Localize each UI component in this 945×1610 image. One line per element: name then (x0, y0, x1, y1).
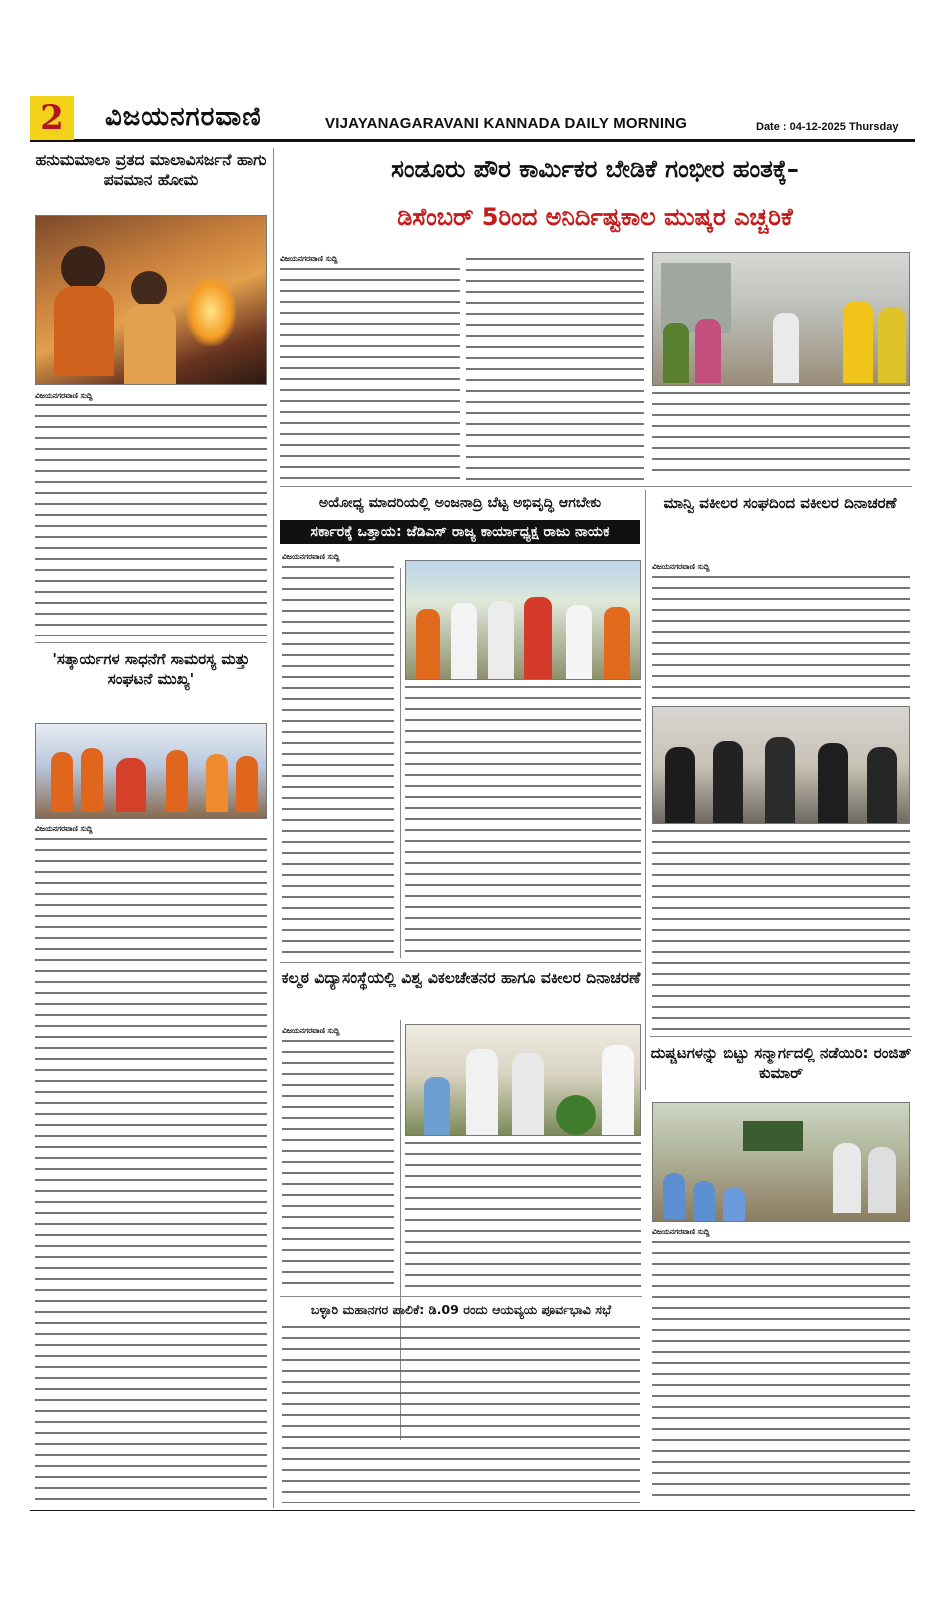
seer-figure (116, 758, 146, 812)
page-number: 2 (30, 96, 74, 140)
top-story-body-col2 (466, 258, 644, 480)
photo-seers-stage (35, 723, 267, 819)
devotee-figure (54, 286, 114, 376)
column-rule (645, 490, 646, 1090)
lawyer-figure (867, 747, 897, 824)
issue-date: Date : 04-12-2025 Thursday (756, 121, 899, 133)
lawyer-figure (713, 741, 743, 824)
section-rule (35, 642, 267, 643)
middle-story-body-col1 (282, 566, 394, 958)
lawyer-figure (665, 747, 695, 824)
seer-figure (81, 748, 103, 812)
sapling (556, 1095, 596, 1135)
photo-sanitation-workers (652, 252, 910, 386)
leader-figure (566, 605, 592, 679)
right-story1-body-2 (652, 830, 910, 1030)
middle-story-headline-line2: ಸರ್ಕಾರಕ್ಕೆ ಒತ್ತಾಯ: ಜೆಡಿಎಸ್ ರಾಜ್ಯ ಕಾರ್ಯಾಧ್ಯಕ್ಷ ರಾಜು ನಾಯಕ (280, 520, 640, 544)
top-story-headline-line1: ಸಂಡೂರು ಪೌರ ಕಾರ್ಮಿಕರ ಬೇಡಿಕೆ ಗಂಭೀರ ಹಂತಕ್ಕೆ– (391, 155, 799, 183)
photo-homa-ritual (35, 215, 267, 385)
fire-flame (186, 276, 236, 346)
section-rule (650, 1036, 912, 1037)
lawyer-figure (818, 743, 848, 824)
right-story2-headline: ದುಷ್ಚಟಗಳನ್ನು ಬಿಟ್ಟು ಸನ್ಮಾರ್ಗದಲ್ಲಿ ನಡೆಯಿರಿ: ರಂಜಿತ್ ಕುಮಾರ್ (650, 1044, 912, 1082)
masthead (30, 96, 915, 142)
board (743, 1121, 803, 1151)
photo-lawyers-day (652, 706, 910, 824)
column-rule (273, 148, 274, 1508)
lawyer-figure (765, 737, 795, 824)
right-story1-credit: ವಿಜಯನಗರವಾಣಿ ಸುದ್ದಿ (652, 562, 710, 571)
worker-figure (695, 319, 721, 383)
top-story-body-col1 (280, 268, 460, 480)
left-credit-1: ವಿಜಯನಗರವಾಣಿ ಸುದ್ದಿ (35, 391, 93, 400)
column-rule (400, 568, 401, 958)
student-figure (693, 1181, 715, 1221)
brand-name-kannada: ವಿಜಯನಗರವಾಣಿ (105, 102, 262, 132)
saffron-figure (416, 609, 440, 679)
speaker-figure (868, 1147, 896, 1213)
seer-figure (166, 750, 188, 812)
middle-story-headline-line1: ಅಯೋಧ್ಯ ಮಾದರಿಯಲ್ಲಿ ಅಂಜನಾದ್ರಿ ಬೆಟ್ಟ ಅಭಿವೃದ್ಧಿ ಆಗಬೇಕು (318, 495, 602, 511)
center-story-body-col1-top (282, 1040, 394, 1144)
section-rule (280, 962, 642, 963)
devotee-figure (61, 246, 105, 290)
bottom-story-body (282, 1326, 640, 1503)
page-bottom-rule (30, 1510, 915, 1511)
section-rule (280, 1296, 642, 1297)
center-story-credit: ವಿಜಯನಗರವಾಣಿ ಸುದ್ದಿ (282, 1026, 340, 1035)
bottom-story-headline: ಬಳ್ಳಾರಿ ಮಹಾನಗರ ಪಾಲಿಕೆ: ಡಿ.09 ರಂದು ಆಯವ್ಯಯ ಪೂರ್ವಭಾವಿ ಸಭೆ (310, 1302, 612, 1317)
guest-figure (512, 1053, 544, 1136)
left-article-body-2 (35, 838, 267, 1503)
center-story-headline: ಕಲ್ಮಠ ವಿದ್ಯಾಸಂಸ್ಥೆಯಲ್ಲಿ ವಿಶ್ವ ವಿಕಲಚೇತನರ ಹಾಗೂ ವಕೀಲರ ದಿನಾಚರಣೆ (281, 969, 641, 987)
worker-figure (843, 301, 873, 383)
brand-name-english: VIJAYANAGARAVANI KANNADA DAILY MORNING (325, 115, 688, 132)
section-rule (280, 486, 912, 487)
seer-figure (51, 752, 73, 812)
student-figure (424, 1077, 450, 1136)
worker-figure (773, 313, 799, 383)
student-figure (663, 1173, 685, 1219)
middle-story-body-col2 (405, 686, 641, 958)
seer-figure (206, 754, 228, 812)
seer-figure (236, 756, 258, 812)
top-story-body-col3 (652, 392, 910, 480)
leader-figure (451, 603, 477, 679)
top-story-credit: ವಿಜಯನಗರವಾಣಿ ಸುದ್ದಿ (280, 254, 338, 263)
top-story-headline-line2: ಡಿಸೆಂಬರ್ 5ರಿಂದ ಅನಿರ್ದಿಷ್ಟಕಾಲ ಮುಷ್ಕರ ಎಚ್ಚರಿಕೆ (397, 203, 793, 231)
photo-plant-watering (405, 1024, 641, 1136)
worker-figure (878, 307, 906, 383)
devotee-figure (124, 304, 176, 384)
guest-figure (466, 1049, 498, 1136)
left-headline-samarasya: 'ಸತ್ಕಾರ್ಯಗಳ ಸಾಧನೆಗೆ ಸಾಮರಸ್ಯ ಮತ್ತು ಸಂಘಟನೆ ಮುಖ್ಯ' (52, 650, 250, 688)
center-story-body-col2 (405, 1142, 641, 1290)
saffron-figure (524, 597, 552, 679)
saffron-figure (604, 607, 630, 679)
left-article-body-1 (35, 404, 267, 636)
left-credit-2: ವಿಜಯನಗರವಾಣಿ ಸುದ್ದಿ (35, 824, 93, 833)
guest-figure (602, 1045, 634, 1136)
left-headline-hanuma-mala: ಹನುಮಮಾಲಾ ವ್ರತದ ಮಾಲಾವಿಸರ್ಜನೆ ಹಾಗು ಪವಮಾನ ಹೋಮ (35, 151, 267, 190)
photo-anjanadri-rally (405, 560, 641, 680)
right-story1-headline: ಮಾನ್ವಿ ವಕೀಲರ ಸಂಘದಿಂದ ವಕೀಲರ ದಿನಾಚರಣೆ (663, 494, 897, 512)
student-figure (723, 1187, 745, 1221)
devotee-figure (131, 271, 167, 307)
worker-figure (663, 323, 689, 383)
middle-story-credit: ವಿಜಯನಗರವಾಣಿ ಸುದ್ದಿ (282, 552, 340, 561)
leader-figure (488, 601, 514, 679)
right-story1-body-1 (652, 576, 910, 700)
center-story-body-col1 (282, 1150, 394, 1290)
speaker-figure (833, 1143, 861, 1213)
photo-students-seated (652, 1102, 910, 1222)
right-story2-body (652, 1241, 910, 1503)
right-story2-credit: ವಿಜಯನಗರವಾಣಿ ಸುದ್ದಿ (652, 1227, 710, 1236)
